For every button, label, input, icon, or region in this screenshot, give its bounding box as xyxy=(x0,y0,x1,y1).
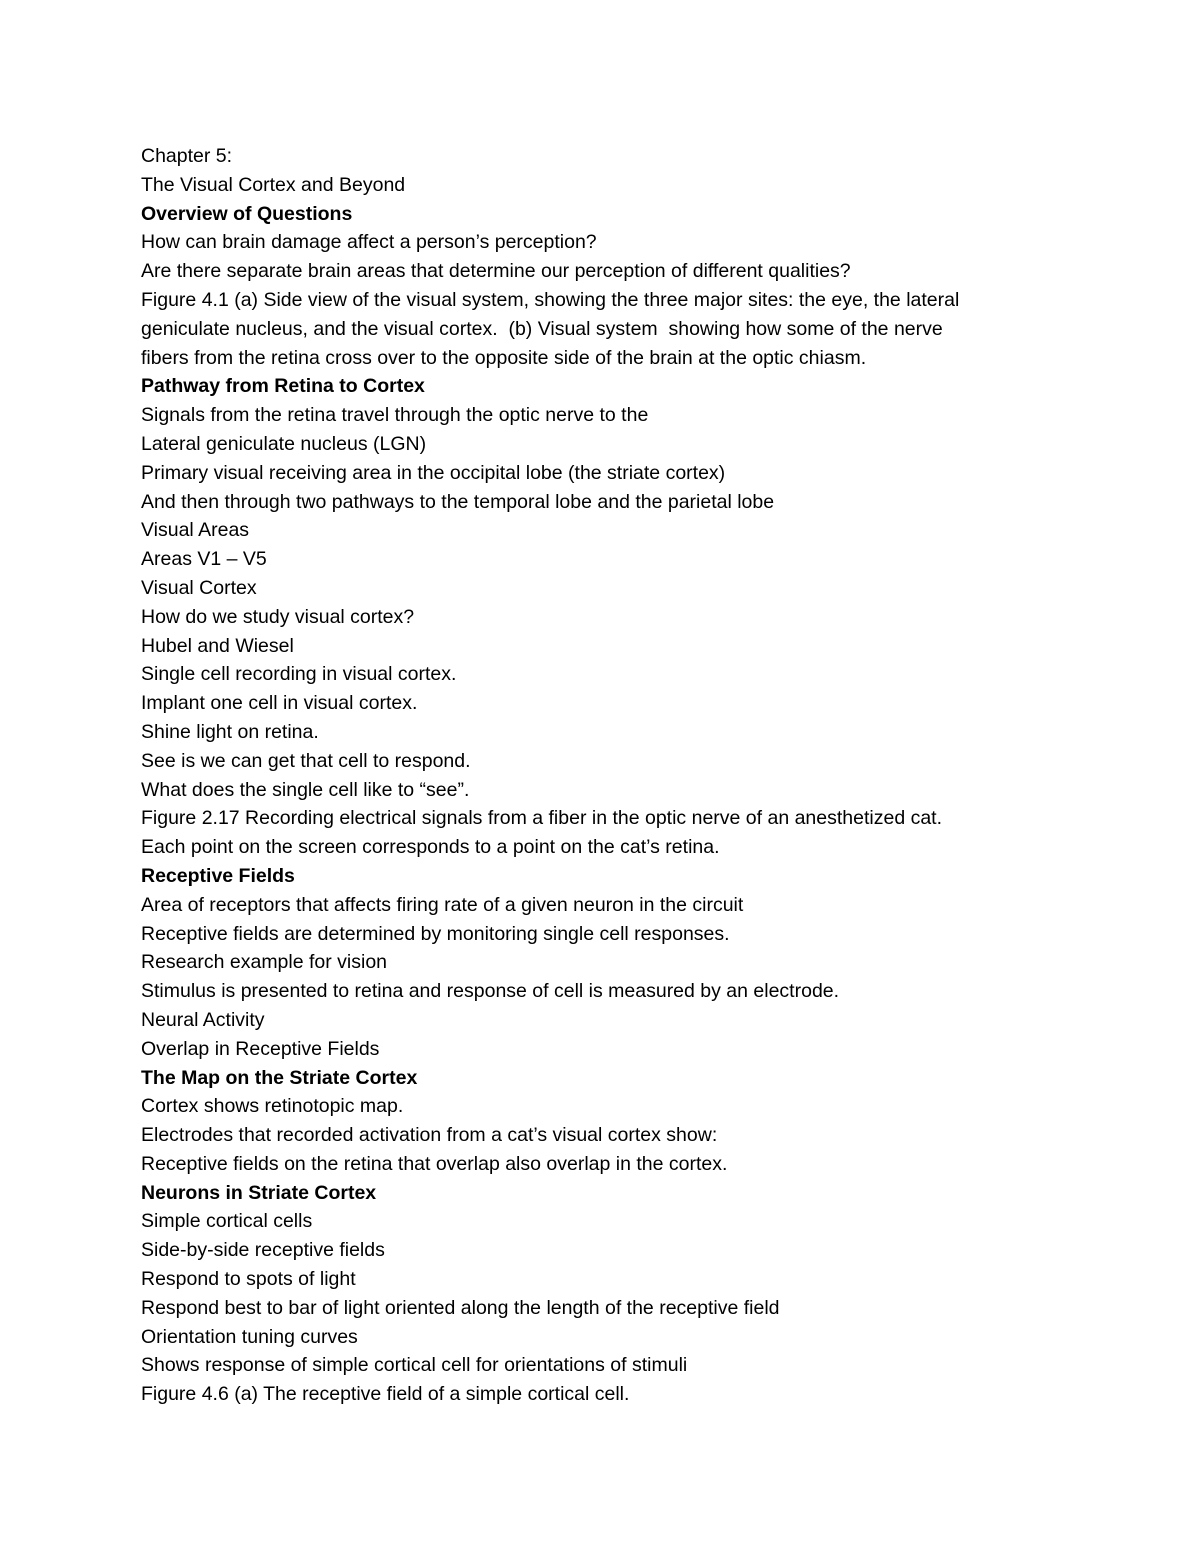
document-text xyxy=(141,142,1081,1409)
text-line: See is we can get that cell to respond. xyxy=(141,749,471,772)
text-line: And then through two pathways to the temporal lobe and the parietal lobe xyxy=(141,490,775,513)
text-line: Areas V1 – V5 xyxy=(141,548,267,571)
text-line: Each point on the screen corresponds to a point on the cat’s retina. xyxy=(141,836,720,859)
text-line: The Visual Cortex and Beyond xyxy=(141,173,406,196)
text-line: Receptive fields are determined by monitoring single cell responses. xyxy=(141,922,730,945)
text-line: Stimulus is presented to retina and response of cell is measured by an electrode. xyxy=(141,980,840,1003)
text-line: Neural Activity xyxy=(141,1008,265,1031)
text-line: fibers from the retina cross over to the opposite side of the brain at the optic chiasm. xyxy=(141,346,867,369)
text-line: Shows response of simple cortical cell for orientations of stimuli xyxy=(141,1354,688,1377)
text-line: Respond to spots of light xyxy=(141,1268,356,1291)
text-line: Overlap in Receptive Fields xyxy=(141,1037,380,1060)
text-line: Cortex shows retinotopic map. xyxy=(141,1095,404,1118)
text-line: Electrodes that recorded activation from a cat’s visual cortex show: xyxy=(141,1124,718,1147)
text-line: Primary visual receiving area in the occipital lobe (the striate cortex) xyxy=(141,461,726,484)
section-heading: Pathway from Retina to Cortex xyxy=(141,375,425,398)
text-line: Orientation tuning curves xyxy=(141,1325,358,1348)
section-heading: The Map on the Striate Cortex xyxy=(141,1066,418,1089)
text-line: Shine light on retina. xyxy=(141,720,319,743)
text-line: Figure 2.17 Recording electrical signals from a fiber in the optic nerve of an anesthetized cat. xyxy=(141,807,943,830)
text-line: Side-by-side receptive fields xyxy=(141,1239,385,1262)
text-line: Chapter 5: xyxy=(141,145,233,167)
text-line: Lateral geniculate nucleus (LGN) xyxy=(141,432,427,455)
text-line: How can brain damage affect a person’s perception? xyxy=(141,231,597,254)
section-heading: Neurons in Striate Cortex xyxy=(141,1181,377,1204)
text-line: Simple cortical cells xyxy=(141,1210,313,1233)
text-line: Signals from the retina travel through the optic nerve to the xyxy=(141,404,649,427)
text-line: Hubel and Wiesel xyxy=(141,634,294,657)
section-heading: Overview of Questions xyxy=(141,202,353,225)
text-line: Respond best to bar of light oriented along the length of the receptive field xyxy=(141,1296,780,1319)
text-line: Single cell recording in visual cortex. xyxy=(141,663,457,686)
text-line: Figure 4.1 (a) Side view of the visual system, showing the three major sites: the eye, the lateral xyxy=(141,288,960,311)
text-line: Are there separate brain areas that determine our perception of different qualities? xyxy=(141,260,851,283)
text-line: How do we study visual cortex? xyxy=(141,605,415,628)
text-line: Visual Cortex xyxy=(141,576,257,599)
text-line: Visual Areas xyxy=(141,519,250,542)
text-line: Implant one cell in visual cortex. xyxy=(141,692,418,715)
text-line: Figure 4.6 (a) The receptive field of a simple cortical cell. xyxy=(141,1383,630,1406)
section-heading: Receptive Fields xyxy=(141,864,295,887)
text-line: Area of receptors that affects firing rate of a given neuron in the circuit xyxy=(141,893,744,916)
text-line: geniculate nucleus, and the visual cortex. (b) Visual system showing how some of the nerve xyxy=(141,317,943,340)
text-line: What does the single cell like to “see”. xyxy=(141,778,470,801)
text-line: Research example for vision xyxy=(141,951,388,974)
text-line: Receptive fields on the retina that overlap also overlap in the cortex. xyxy=(141,1152,728,1175)
